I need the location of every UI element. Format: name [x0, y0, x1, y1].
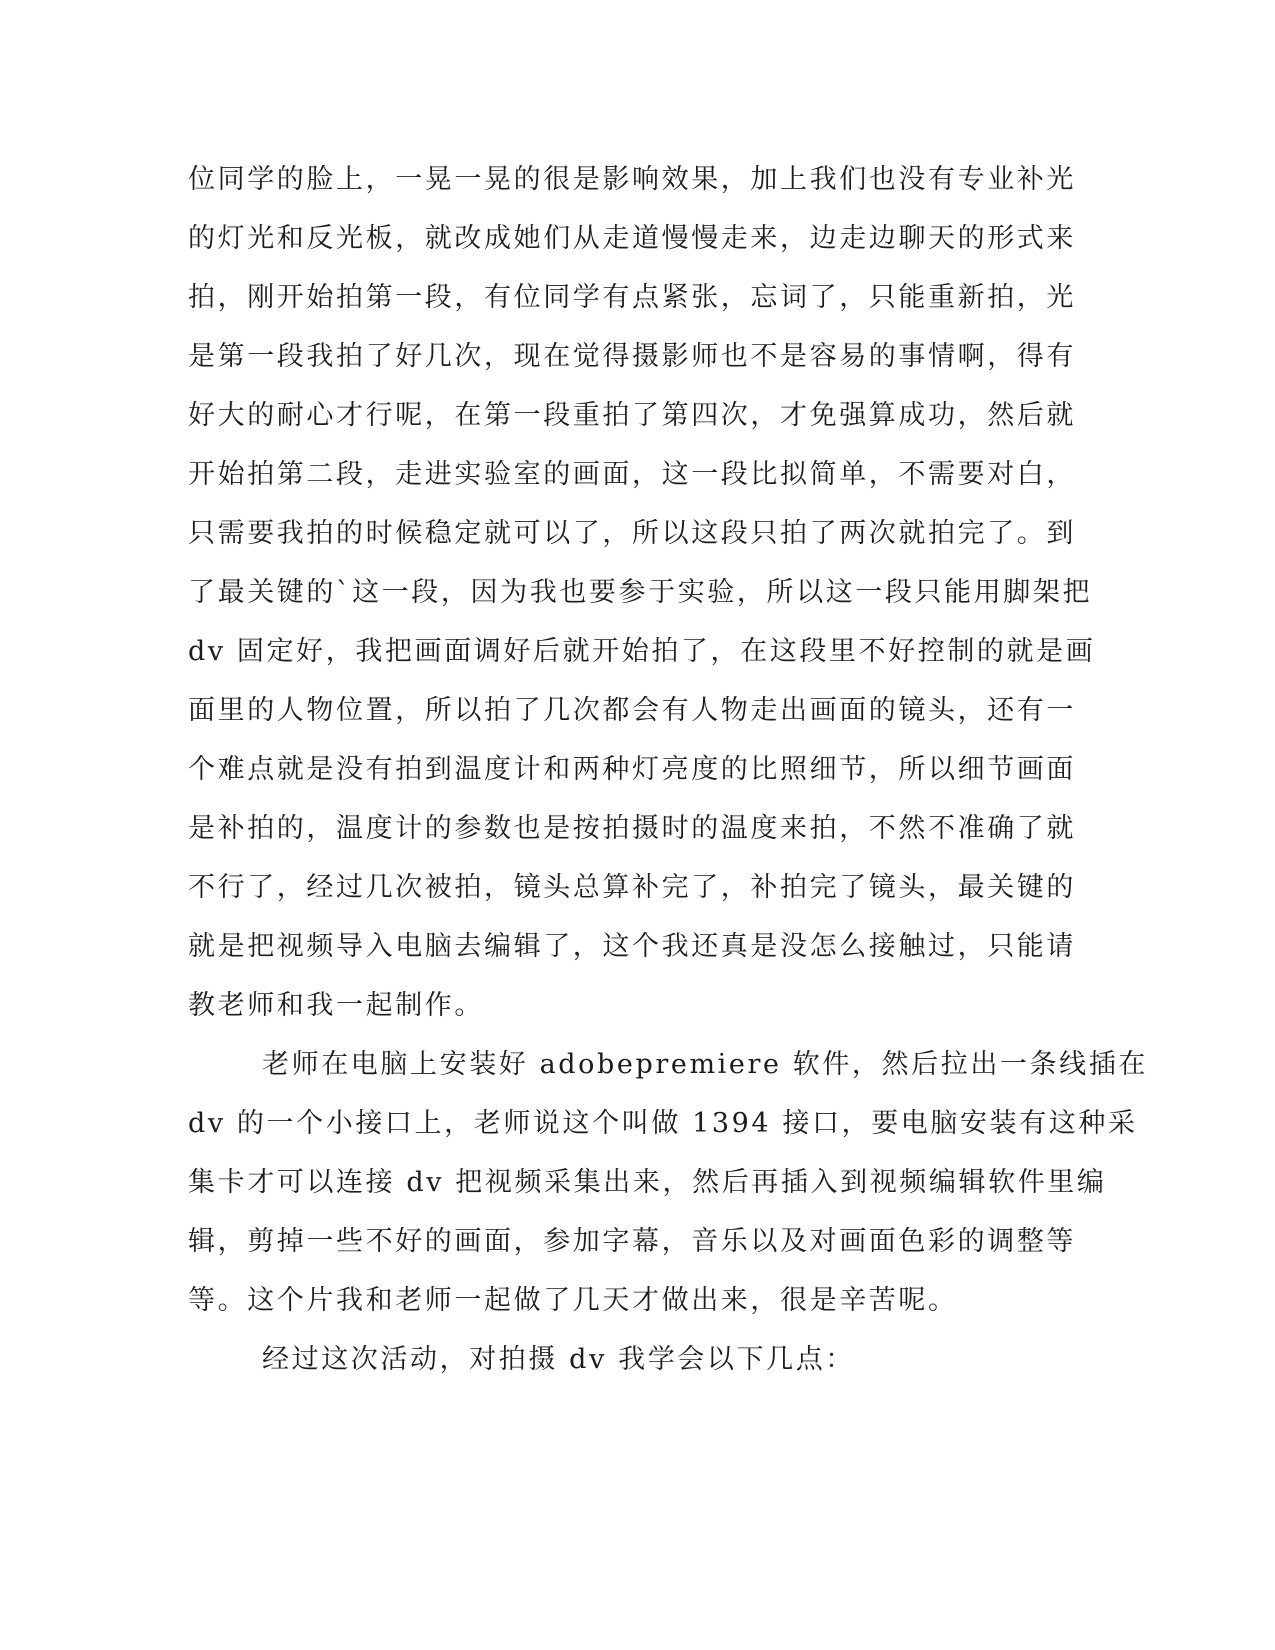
text-line: 是补拍的，温度计的参数也是按拍摄时的温度来拍，不然不准确了就 [188, 813, 1076, 844]
text-line: 辑，剪掉一些不好的画面，参加字幕，音乐以及对画面色彩的调整等 [188, 1226, 1076, 1257]
text-line: 只需要我拍的时候稳定就可以了，所以这段只拍了两次就拍完了。到 [188, 518, 1076, 549]
text-line: 集卡才可以连接 dv 把视频采集出来，然后再插入到视频编辑软件里编 [188, 1167, 1107, 1198]
paragraph-first-line: 经过这次活动，对拍摄 dv 我学会以下几点： [262, 1344, 855, 1375]
text-line: 就是把视频导入电脑去编辑了，这个我还真是没怎么接触过，只能请 [188, 931, 1076, 962]
text-line: 位同学的脸上，一晃一晃的很是影响效果，加上我们也没有专业补光 [188, 164, 1076, 195]
text-line: 的灯光和反光板，就改成她们从走道慢慢走来，边走边聊天的形式来 [188, 223, 1076, 254]
text-line: 等。这个片我和老师一起做了几天才做出来，很是辛苦呢。 [188, 1285, 958, 1316]
text-line: 拍，刚开始拍第一段，有位同学有点紧张，忘词了，只能重新拍，光 [188, 282, 1076, 313]
text-line: 不行了，经过几次被拍，镜头总算补完了，补拍完了镜头，最关键的 [188, 872, 1076, 903]
text-line: 教老师和我一起制作。 [188, 990, 484, 1021]
text-line: 是第一段我拍了好几次，现在觉得摄影师也不是容易的事情啊，得有 [188, 341, 1076, 372]
text-line: 了最关键的`这一段，因为我也要参于实验，所以这一段只能用脚架把 [188, 577, 1093, 608]
text-line: dv 固定好，我把画面调好后就开始拍了，在这段里不好控制的就是画 [188, 636, 1096, 667]
text-line: 好大的耐心才行呢，在第一段重拍了第四次，才免强算成功，然后就 [188, 400, 1076, 431]
text-line: 开始拍第二段，走进实验室的画面，这一段比拟简单，不需要对白， [188, 459, 1076, 490]
text-line: 个难点就是没有拍到温度计和两种灯亮度的比照细节，所以细节画面 [188, 754, 1076, 785]
paragraph-first-line: 老师在电脑上安装好 adobepremiere 软件，然后拉出一条线插在 [262, 1049, 1148, 1080]
text-line: 面里的人物位置，所以拍了几次都会有人物走出画面的镜头，还有一 [188, 695, 1076, 726]
text-line: dv 的一个小接口上，老师说这个叫做 1394 接口，要电脑安装有这种采 [188, 1108, 1138, 1139]
